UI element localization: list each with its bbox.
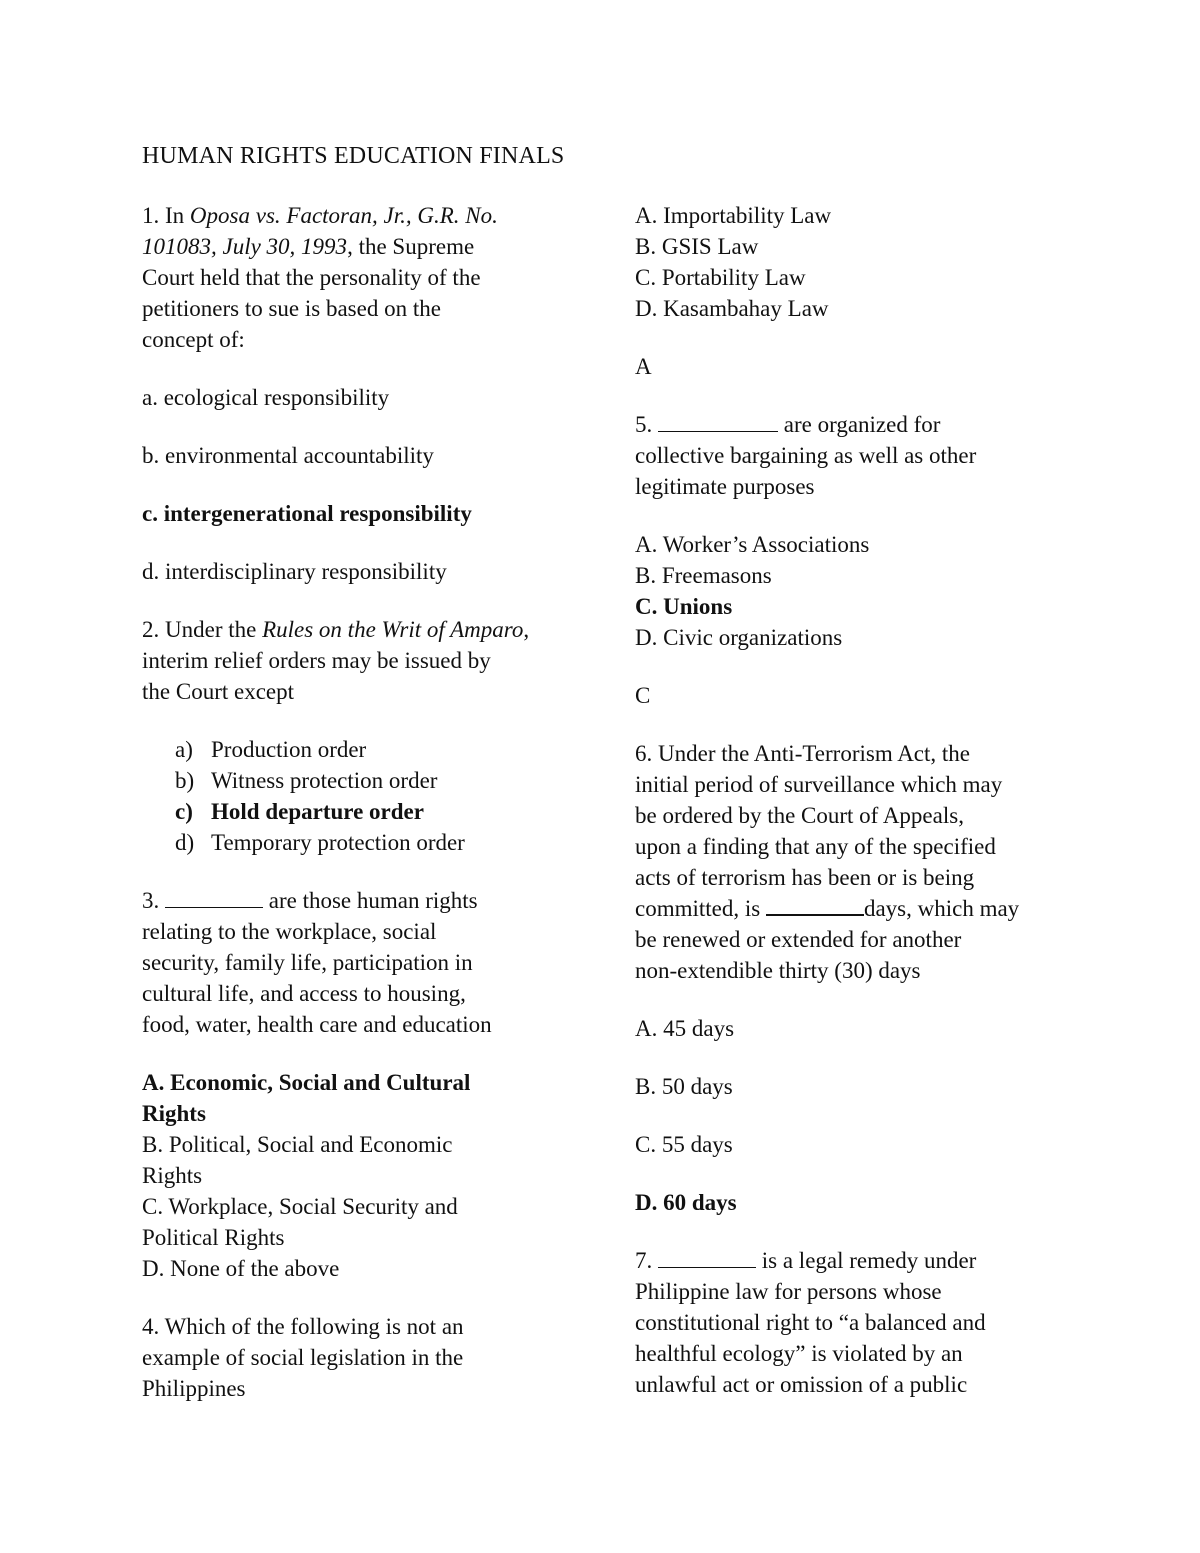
question-6-line-1: 6. Under the Anti-Terrorism Act, the <box>635 741 971 766</box>
question-7-number: 7. <box>635 1248 658 1273</box>
question-2-line-3: the Court except <box>142 679 295 704</box>
question-6-text-after-blank: days, which may <box>863 896 1020 921</box>
question-5-choice-d: D. Civic organizations <box>635 625 843 650</box>
question-7-line-5: unlawful act or omission of a public <box>635 1372 968 1397</box>
question-5-answer: C <box>635 683 651 708</box>
question-6-line-4: upon a finding that any of the specified <box>635 834 996 859</box>
question-4-line-1: 4. Which of the following is not an <box>142 1314 464 1339</box>
question-1-text: , the Supreme <box>347 234 475 259</box>
question-1-line-1 <box>142 200 562 231</box>
question-7-line-2: Philippine law for persons whose <box>635 1279 942 1304</box>
answer-blank <box>165 887 263 908</box>
question-4-line-3: Philippines <box>142 1376 246 1401</box>
question-3-text: are those human rights <box>263 888 478 913</box>
question-3-line-3: security, family life, participation in <box>142 950 473 975</box>
question-1-choice-d: d. interdisciplinary responsibility <box>142 559 447 584</box>
left-column <box>142 200 562 1404</box>
question-5-line-3: legitimate purposes <box>635 474 815 499</box>
choice-text: Witness protection order <box>211 768 438 793</box>
question-2 <box>142 614 562 707</box>
question-6-line-2: initial period of surveillance which may <box>635 772 1003 797</box>
question-3-choice-a-answer: A. Economic, Social and Cultural <box>142 1070 471 1095</box>
question-7-line-1 <box>635 1245 1065 1276</box>
question-1-choice-b: b. environmental accountability <box>142 443 434 468</box>
question-2-choice-a <box>142 734 562 765</box>
question-4 <box>142 1311 562 1404</box>
question-1-choice-c-answer: c. intergenerational responsibility <box>142 501 472 526</box>
question-4-choice-c: C. Portability Law <box>635 265 806 290</box>
question-2-choice-b <box>142 765 562 796</box>
question-3-choice-c: C. Workplace, Social Security and <box>142 1194 458 1219</box>
choice-text: Temporary protection order <box>211 830 465 855</box>
question-3-choices <box>142 1067 562 1284</box>
question-3 <box>142 885 562 1040</box>
answer-blank <box>766 894 864 916</box>
question-7-line-4: healthful ecology” is violated by an <box>635 1341 963 1366</box>
question-3-line-1 <box>142 885 562 916</box>
question-3-line-4: cultural life, and access to housing, <box>142 981 466 1006</box>
question-4-choice-d: D. Kasambahay Law <box>635 296 829 321</box>
question-4-answer: A <box>635 354 652 379</box>
question-4-choice-b: B. GSIS Law <box>635 234 759 259</box>
question-6 <box>635 738 1065 986</box>
question-1-line-3: Court held that the personality of the <box>142 265 481 290</box>
question-6-line-5: acts of terrorism has been or is being <box>635 865 975 890</box>
question-5-number: 5. <box>635 412 658 437</box>
choice-letter: a) <box>175 737 193 762</box>
question-6-choice-a: A. 45 days <box>635 1016 735 1041</box>
question-7-text: is a legal remedy under <box>756 1248 977 1273</box>
question-5-line-2: collective bargaining as well as other <box>635 443 977 468</box>
question-4-choice-a: A. Importability Law <box>635 203 832 228</box>
choice-letter: c) <box>175 799 193 824</box>
question-2-choice-c-answer <box>142 796 562 827</box>
choice-text: Hold departure order <box>211 799 424 824</box>
question-3-line-2: relating to the workplace, social <box>142 919 437 944</box>
rules-title: Rules on the Writ of Amparo <box>262 617 524 642</box>
question-3-choice-b: B. Political, Social and Economic <box>142 1132 453 1157</box>
case-date: 101083, July 30, 1993 <box>142 234 348 259</box>
question-3-line-5: food, water, health care and education <box>142 1012 492 1037</box>
question-3-choice-d: D. None of the above <box>142 1256 340 1281</box>
question-1-line-5: concept of: <box>142 327 245 352</box>
question-6-line-3: be ordered by the Court of Appeals, <box>635 803 964 828</box>
question-6-choice-d-answer: D. 60 days <box>635 1190 737 1215</box>
question-4-line-2: example of social legislation in the <box>142 1345 464 1370</box>
case-citation: Oposa vs. Factoran, Jr., G.R. No. <box>189 203 498 228</box>
question-1-line-2 <box>142 231 562 262</box>
question-7-line-3: constitutional right to “a balanced and <box>635 1310 986 1335</box>
choice-text: Production order <box>211 737 367 762</box>
question-5-choice-a: A. Worker’s Associations <box>635 532 870 557</box>
question-5-choice-b: B. Freemasons <box>635 563 772 588</box>
question-2-line-2: interim relief orders may be issued by <box>142 648 491 673</box>
question-5-choice-c-answer: C. Unions <box>635 594 733 619</box>
question-1-number: 1. In <box>142 203 190 228</box>
question-6-text-before-blank: committed, is <box>635 896 766 921</box>
answer-blank <box>658 1247 756 1268</box>
question-3-number: 3. <box>142 888 165 913</box>
question-1 <box>142 200 562 355</box>
question-1-line-4: petitioners to sue is based on the <box>142 296 441 321</box>
question-6-line-7: be renewed or extended for another <box>635 927 962 952</box>
question-6-choice-c: C. 55 days <box>635 1132 733 1157</box>
question-5-text: are organized for <box>778 412 941 437</box>
question-3-choice-c-cont: Political Rights <box>142 1225 285 1250</box>
choice-letter: b) <box>175 768 195 793</box>
question-5-line-1 <box>635 409 1065 440</box>
question-5 <box>635 409 1065 502</box>
choice-letter: d) <box>175 830 195 855</box>
question-6-choice-b: B. 50 days <box>635 1074 733 1099</box>
answer-blank <box>658 411 778 432</box>
question-2-choices <box>142 734 562 858</box>
document-title: HUMAN RIGHTS EDUCATION FINALS <box>142 143 565 169</box>
question-3-choice-a-answer-cont: Rights <box>142 1101 206 1126</box>
question-6-line-8: non-extendible thirty (30) days <box>635 958 921 983</box>
question-1-choice-a: a. ecological responsibility <box>142 385 390 410</box>
question-2-choice-d <box>142 827 562 858</box>
question-6-line-6 <box>635 893 1065 924</box>
question-2-line-1 <box>142 614 562 645</box>
question-5-choices <box>635 529 1065 653</box>
question-3-choice-b-cont: Rights <box>142 1163 203 1188</box>
question-2-number: 2. Under the <box>142 617 263 642</box>
question-4-choices <box>635 200 1065 324</box>
right-column <box>635 200 1065 1400</box>
question-7 <box>635 1245 1065 1400</box>
comma: , <box>523 617 530 642</box>
